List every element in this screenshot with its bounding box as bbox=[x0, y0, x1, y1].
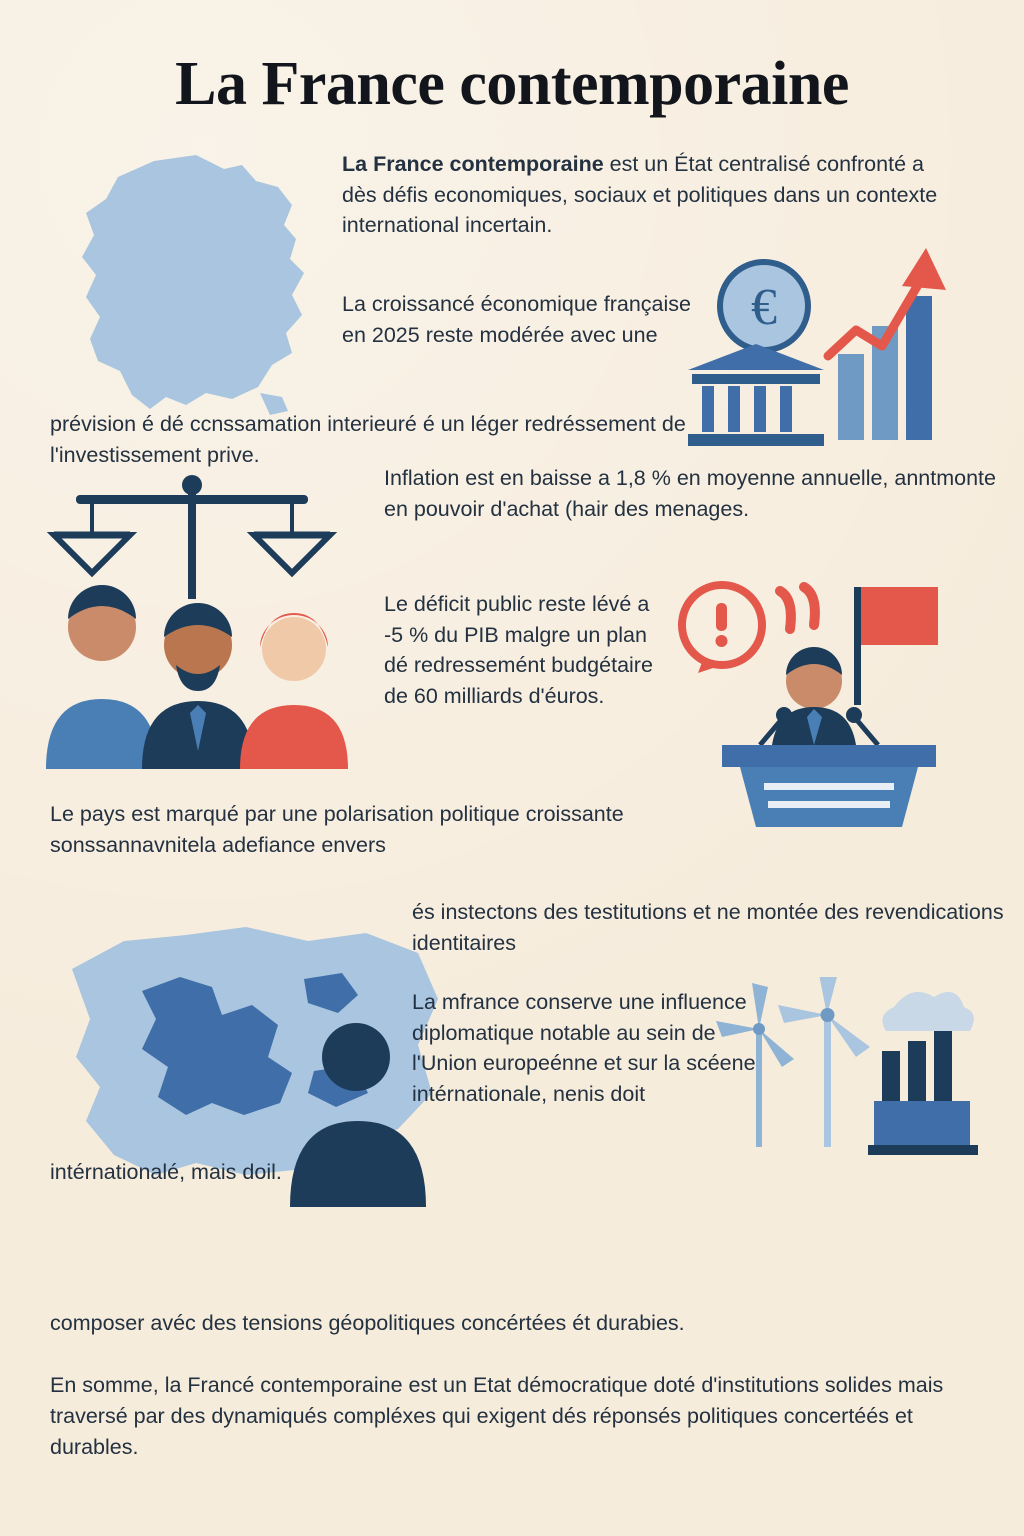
paragraph-7: és instectons des testitutions et ne montée des revendications identitaires bbox=[412, 900, 1004, 955]
economy-growth-icon bbox=[678, 234, 968, 464]
france-map-icon bbox=[46, 147, 336, 427]
paragraph-9-left: intérnationalé, mais doil. bbox=[50, 1160, 282, 1185]
paragraph-6: Le pays est marqué par une polarisation politique croissante sonssannavnitela adefiance envers bbox=[50, 802, 624, 857]
paragraph-4: Inflation est en baisse a 1,8 % en moyenne annuelle, anntmonte en pouvoir d'achat (hair des menages. bbox=[384, 466, 996, 521]
paragraph-1-rest: est un État centralisé confronté a dès défis economiques, sociaux et politiques dans un contexte international incertain. bbox=[342, 152, 938, 238]
paragraph-8: La mfrance conserve une influence diplomatique notable au sein de l'Union europeénne et sur la scéene intérnationale, nenis doit bbox=[412, 990, 756, 1106]
section-international bbox=[50, 897, 1004, 1277]
paragraph-5: Le déficit public reste lévé a -5 % du PIB malgre un plan dé redressemént budgétaire de 60 milliards d'éuros. bbox=[384, 592, 653, 708]
paragraph-2: La croissancé économique française en 2025 reste modérée avec une bbox=[342, 292, 691, 347]
paragraph-9-rest: composer avéc des tensions géopolitiques concértées ét durabies. bbox=[50, 1311, 685, 1335]
paragraph-10: En somme, la Francé contemporaine est un Etat démocratique doté d'institutions solides mais traversé par des dynamiqués compléxes qui exigent dés réponsés politiques concertéés et durables. bbox=[50, 1373, 944, 1460]
page-title: La France contemporaine bbox=[175, 50, 849, 118]
energy-industry-icon bbox=[698, 977, 978, 1187]
podium-speaker-icon bbox=[664, 569, 974, 829]
justice-people-icon bbox=[16, 469, 376, 769]
svg-text:€: € bbox=[751, 279, 777, 337]
paragraph-1 bbox=[342, 149, 942, 241]
paragraph-9 bbox=[50, 1157, 1024, 1188]
paragraph-3: prévision é dé ccnssamation interieuré é un léger redréssement de l'investissement prive. bbox=[50, 412, 686, 467]
section-society bbox=[50, 466, 996, 889]
paragraph-1-bold: La France contemporaine bbox=[342, 152, 604, 177]
section-economy bbox=[50, 139, 968, 467]
